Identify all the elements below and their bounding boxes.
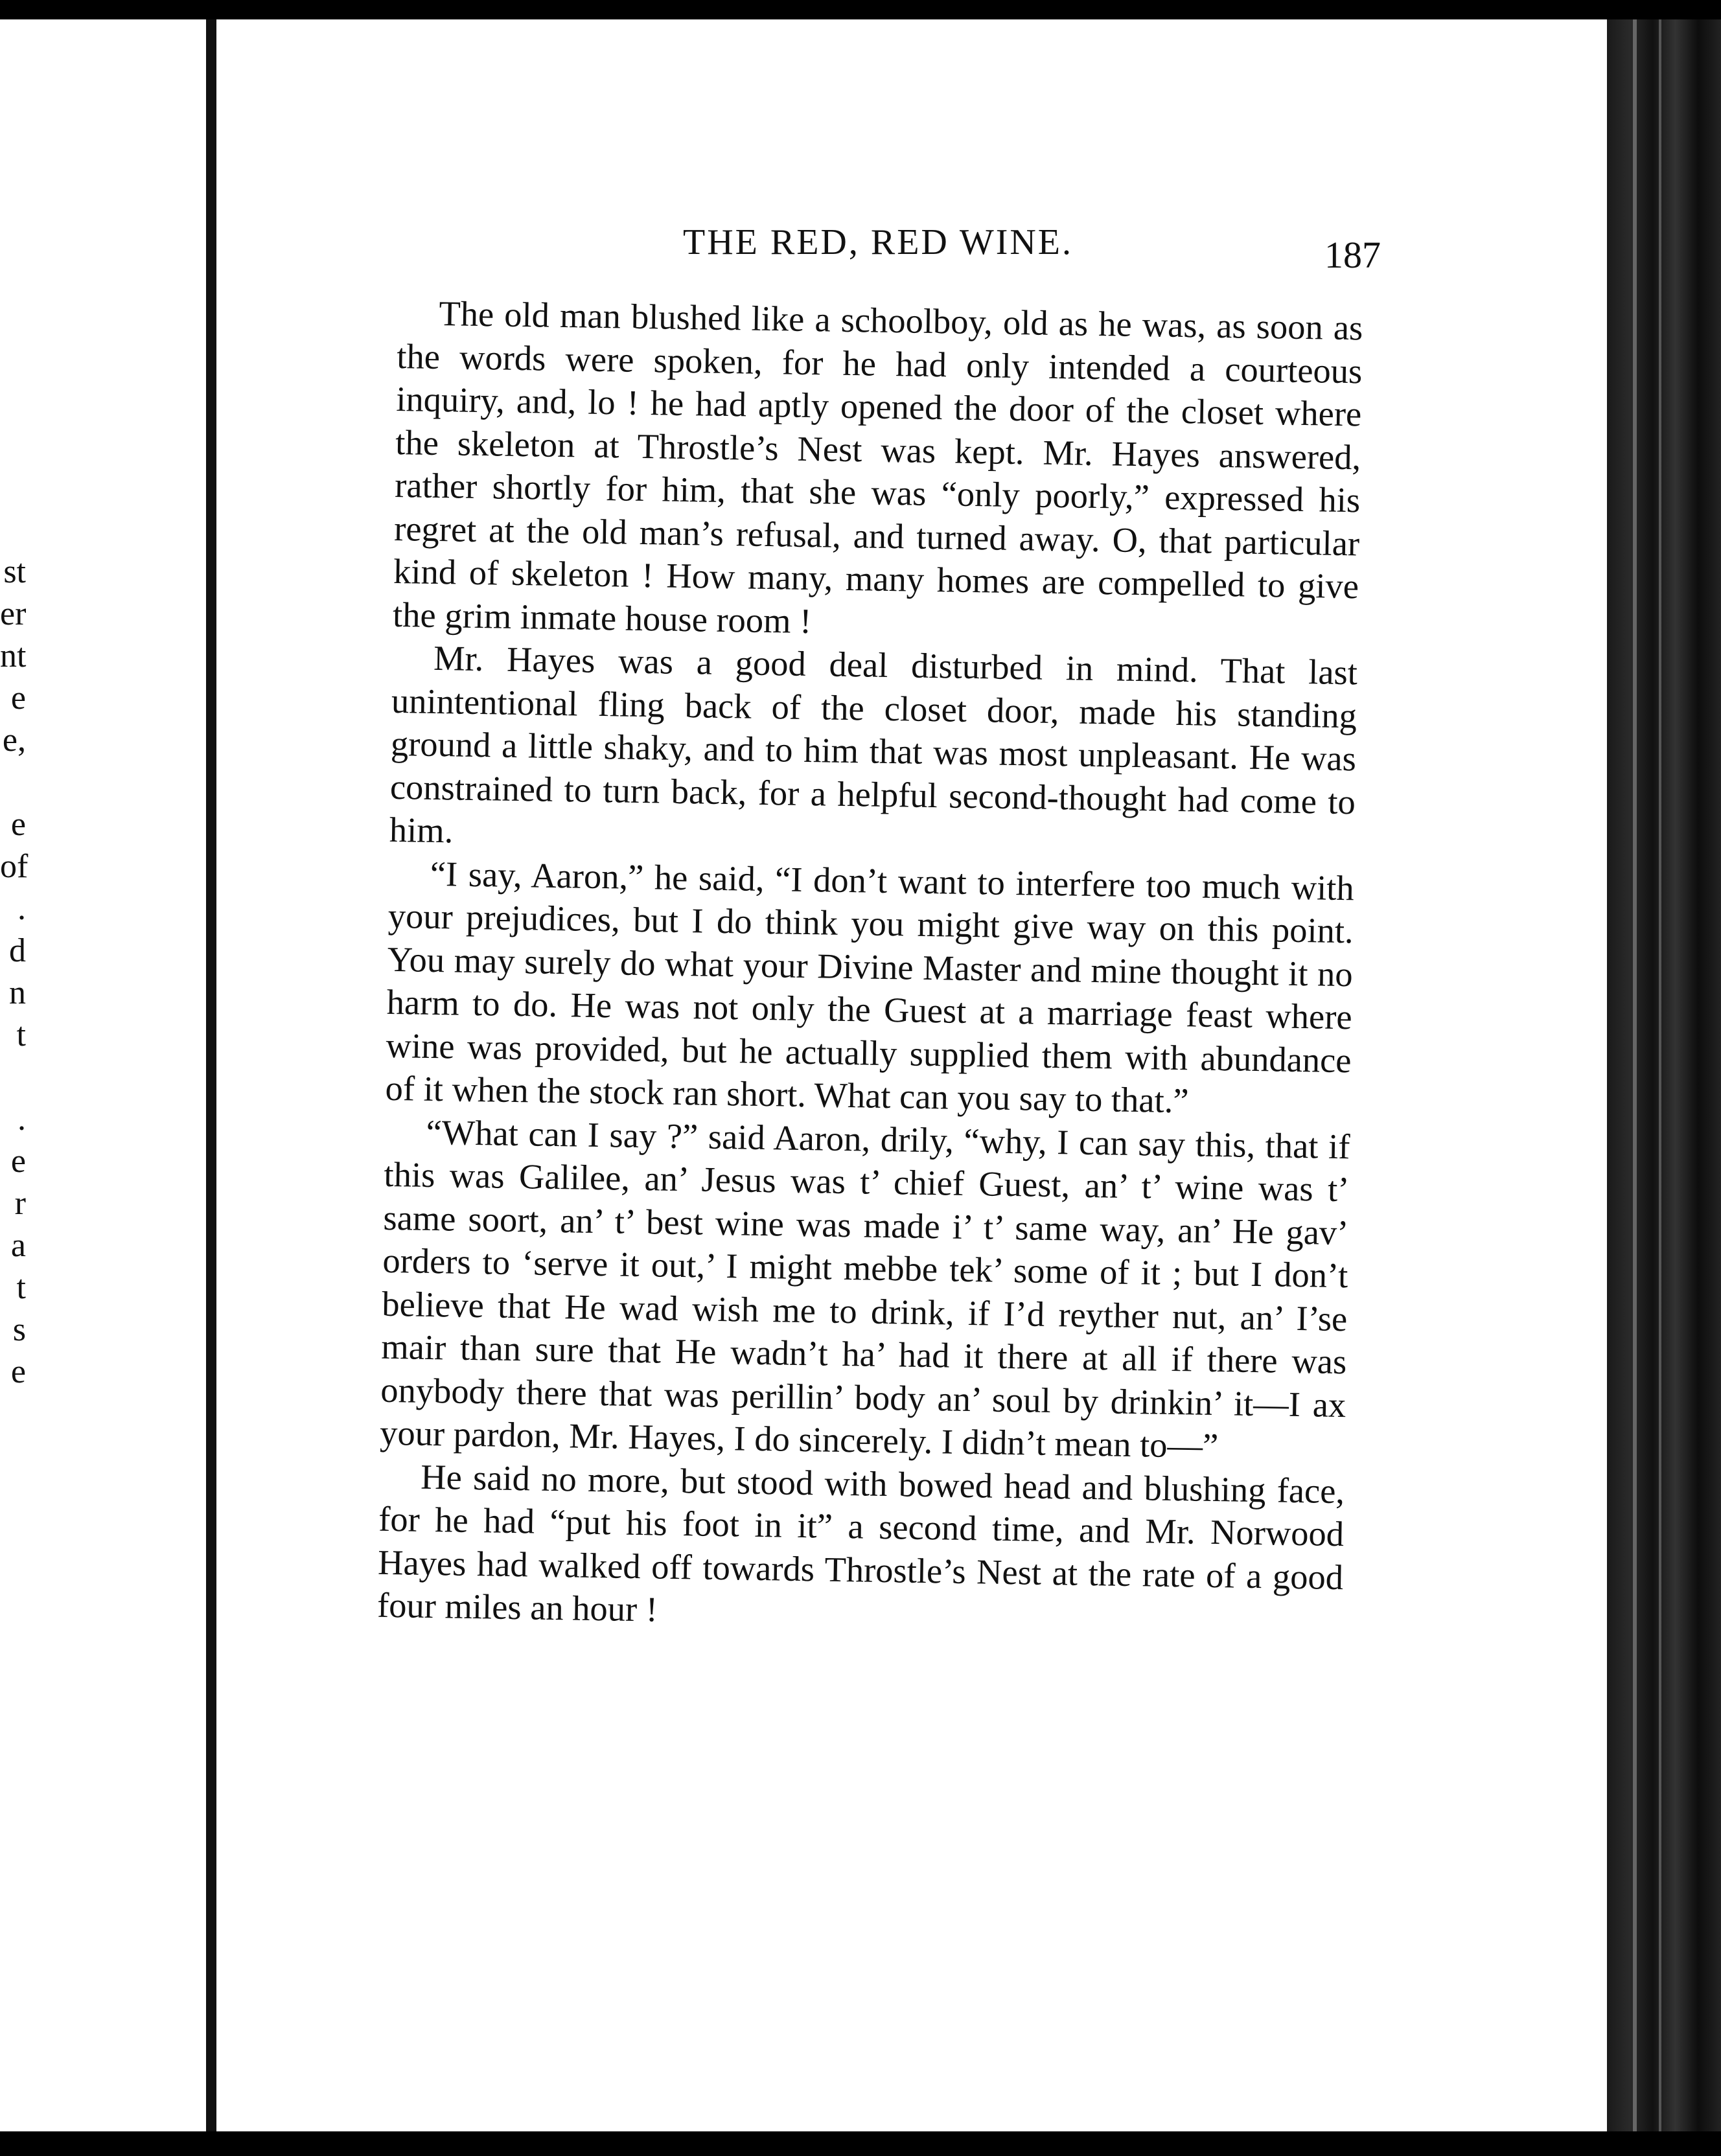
fragment-line: a [10,1227,26,1264]
paragraph: Mr. Hayes was a good deal disturbed in mind. That last unintentional fling back of the closet door, made his standing ground a little shaky, and to him that was most unpleasant. He was constrained to turn back, for a helpful second-thought had come to him. [389,637,1358,851]
paragraph: He said no more, but stood with bowed head and blushing face, for he had “put his foot in it” a second time, and Mr. Norwood Hayes had walked off towards Throstle’s Nest at the rate of a good four miles an hour ! [376,1456,1345,1629]
book-page [216,19,1607,2131]
page-number: 187 [1324,234,1381,276]
scan-top-edge [0,0,1721,19]
paragraph: The old man blushed like a schoolboy, old as he was, as soon as the words were spoken, for he had only intended a courteous inquiry, and, lo ! he had aptly opened the door of the closet where the skeleton at Throstle’s Nest was kept. Mr. Hayes answered, rather shortly for him, that she was “only poorly,” expressed his regret at the old man’s refusal, and turned away. O, that particular kind of skeleton ! How many, many homes are compelled to give the grim inmate house room ! [392,293,1363,641]
fragment-line: t [16,1269,26,1306]
fragment-line: e [10,806,26,843]
book-fore-edge [1607,19,1721,2156]
fragment-line: nt [0,637,27,674]
fore-edge-highlight [1659,19,1661,2156]
fragment-line: d [9,932,26,969]
fragment-line: s [12,1311,26,1348]
fragment-line: e, [2,722,26,759]
fragment-line: of [0,848,29,885]
scan-bottom-edge [0,2131,1721,2156]
fragment-line: er [0,595,27,632]
fore-edge-highlight [1633,19,1637,2156]
paragraph: “What can I say ?” said Aaron, drily, “why, I can say this, that if this was Galilee, an’ Jesus was t’ chief Guest, an’ t’ wine was t’ same soort, an’ t’ best wine was made i’ t’ same way, an’ He gav’ orders to ‘serve it out,’ I might mebbe tek’ some of it ; but I don’t believe that He wad wish me to drink, if I’d reyther nut, an’ I’se mair than sure that He wadn’t ha’ had it there at all if there was onybody there that was perillin’ body an’ soul by drinkin’ it—I ax your pardon, Mr. Hayes, I do sincerely. I didn’t mean to—” [379,1112,1350,1466]
fragment-line: r [14,1185,26,1222]
facing-page-text [0,551,29,1393]
fragment-line [0,1056,26,1098]
fragment-line: . [17,1101,26,1138]
fragment-line: n [9,974,26,1011]
fragment-line: st [3,553,26,590]
facing-page-fragment [0,19,194,2156]
fragment-line: t [16,1016,26,1053]
page-body [377,292,1363,1642]
fragment-line: e [10,1353,26,1390]
fragment-line: e [10,1143,26,1180]
fragment-line: e [10,680,26,717]
paragraph: “I say, Aaron,” he said, “I don’t want to interfere too much with your prejudices, but I do think you might give way on this point. You may surely do what your Divine Master and mine thought it no harm to do. He was not only the Guest at a marriage feast where wine was provided, but he actually supplied them with abundance of it when the stock ran short. What can you say to that.” [385,853,1355,1121]
running-title: THE RED, RED WINE. [683,222,1073,262]
fragment-line [0,761,26,803]
book-gutter [206,19,216,2131]
fragment-line: . [17,890,26,927]
